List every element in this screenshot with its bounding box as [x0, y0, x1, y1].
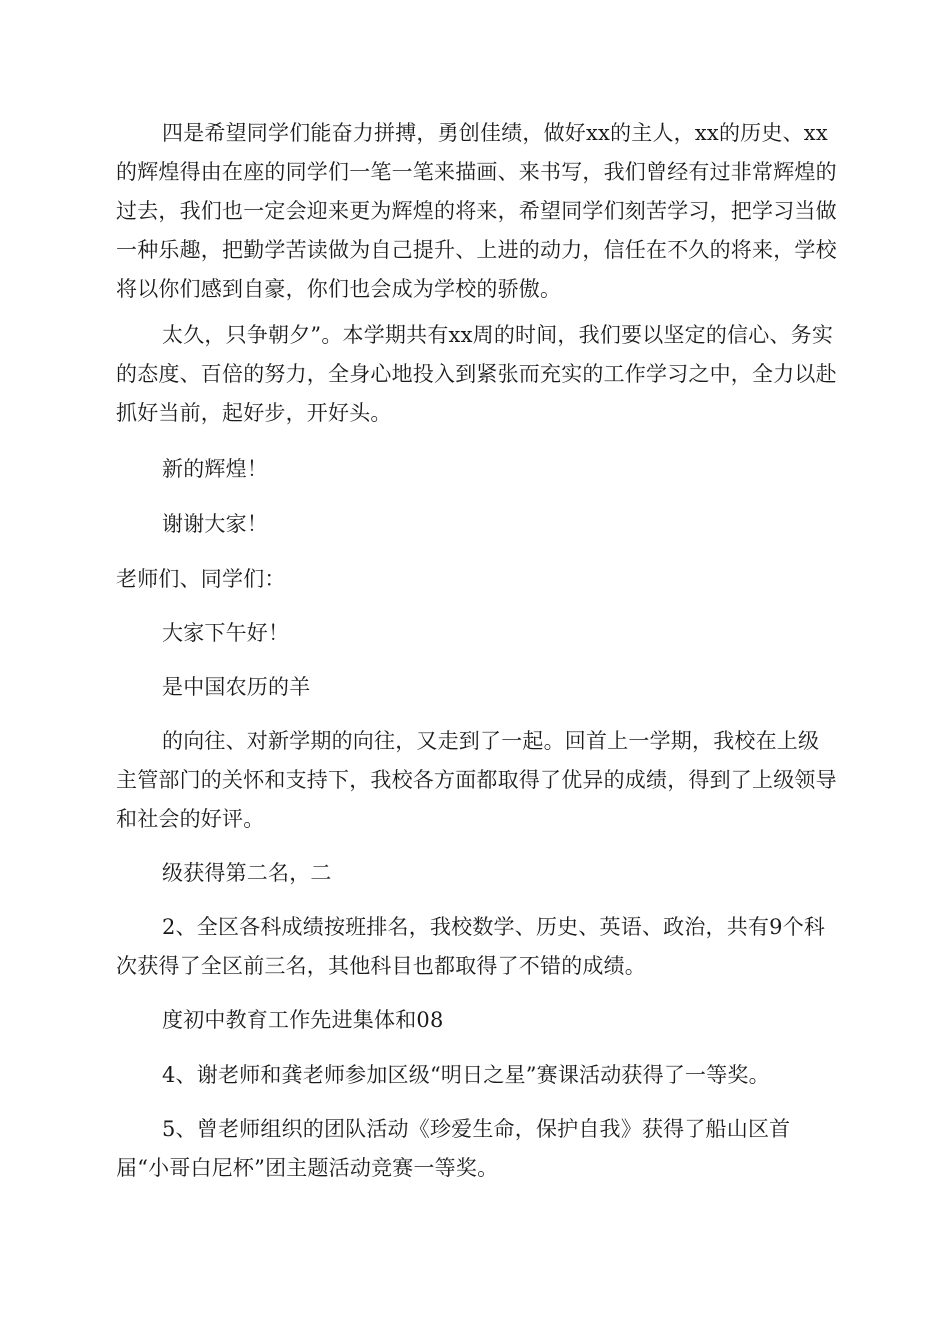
paragraph-second-place: 级获得第二名，二 [162, 861, 332, 885]
paragraph-item-4: 4、谢老师和龚老师参加区级“明日之星”赛课活动获得了一等奖。 [162, 1063, 770, 1087]
paragraph-advanced-collective: 度初中教育工作先进集体和08 [162, 1008, 444, 1032]
paragraph-new-glory: 新的辉煌！ [162, 457, 268, 481]
paragraph-semester-weeks: 太久，只争朝夕”。本学期共有xx周的时间，我们要以坚定的信心、务实的态度、百倍的努力，全身心地投入到紧张而充实的工作学习之中，全力以赴抓好当前，起好步，开好头。 [116, 323, 837, 425]
paragraph-review-semester: 的向往、对新学期的向往，又走到了一起。回首上一学期，我校在上级主管部门的关怀和支持下，我校各方面都取得了优异的成绩，得到了上级领导和社会的好评。 [116, 729, 837, 831]
paragraph-thanks: 谢谢大家！ [162, 512, 268, 536]
paragraph-lunar-year: 是中国农历的羊 [162, 675, 311, 699]
paragraph-item-2: 2、全区各科成绩按班排名，我校数学、历史、英语、政治，共有9个科次获得了全区前三名，其他科目也都取得了不错的成绩。 [116, 915, 826, 978]
paragraph-item-5: 5、曾老师组织的团队活动《珍爱生命，保护自我》获得了船山区首届“小哥白尼杯”团主题活动竞赛一等奖。 [116, 1117, 791, 1180]
paragraph-salutation: 老师们、同学们： [116, 567, 286, 591]
paragraph-hope-students: 四是希望同学们能奋力拼搏，勇创佳绩，做好xx的主人，xx的历史、xx的辉煌得由在座的同学们一笔一笔来描画、来书写，我们曾经有过非常辉煌的过去，我们也一定会迎来更为辉煌的将来，希望同学们刻苦学习，把学习当做一种乐趣，把勤学苦读做为自己提升、上进的动力，信任在不久的将来，学校将以你们感到自豪，你们也会成为学校的骄傲。 [116, 121, 837, 301]
paragraph-greeting: 大家下午好！ [162, 621, 290, 645]
